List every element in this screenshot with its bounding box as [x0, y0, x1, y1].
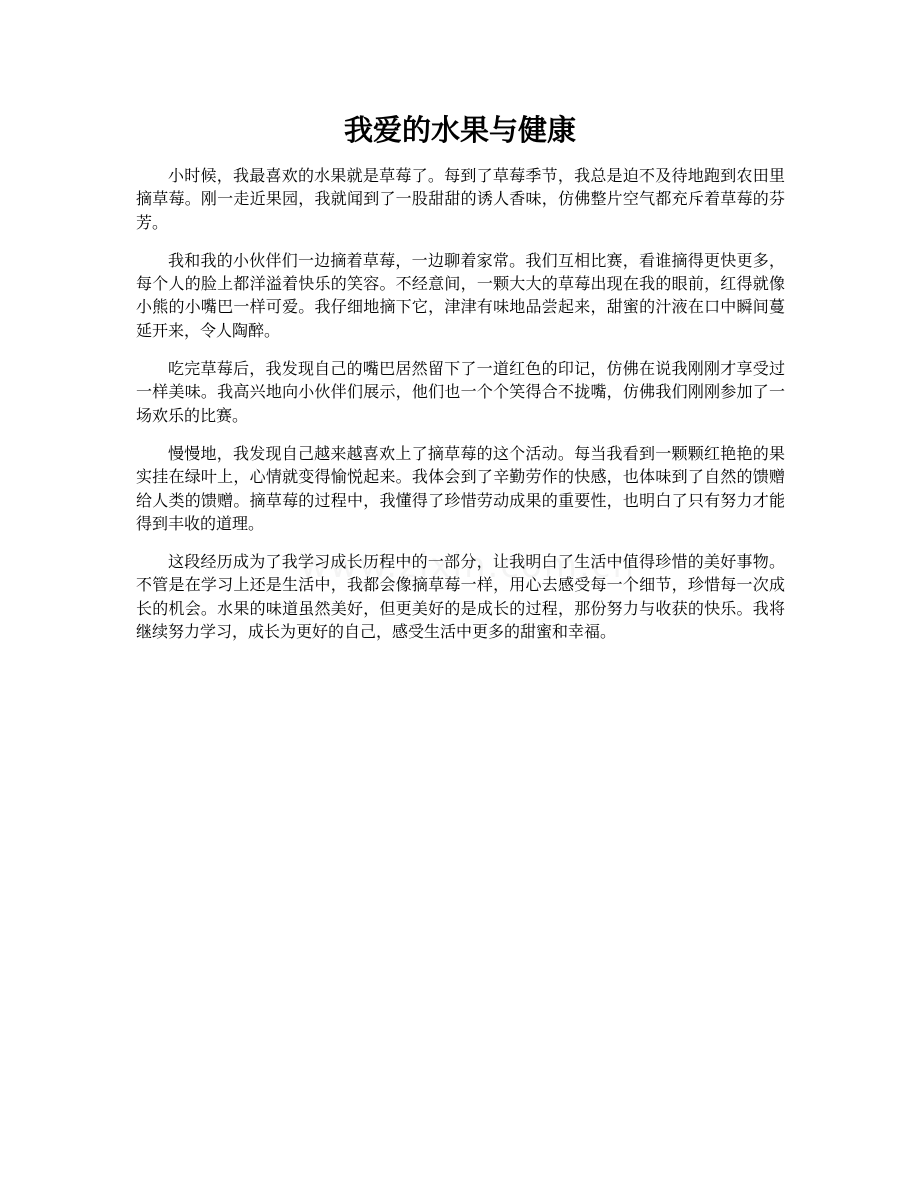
paragraph-5: 这段经历成为了我学习成长历程中的一部分，让我明白了生活中值得珍惜的美好事物。不管是在学习上还是生活中，我都会像摘草莓一样，用心去感受每一个细节，珍惜每一次成长的机会。水果的味道虽然美好，但更美好的是成长的过程，那份努力与收获的快乐。我将继续努力学习，成长为更好的自己，感受生活中更多的甜蜜和幸福。 [136, 552, 785, 642]
document-title: 我爱的水果与健康 [343, 113, 576, 147]
paragraph-1: 小时候，我最喜欢的水果就是草莓了。每到了草莓季节，我总是迫不及待地跑到农田里摘草莓。刚一走近果园，我就闻到了一股甜甜的诱人香味，仿佛整片空气都充斥着草莓的芬芳。 [136, 166, 785, 232]
paragraph-3: 吃完草莓后，我发现自己的嘴巴居然留下了一道红色的印记，仿佛在说我刚刚才享受过一样美味。我高兴地向小伙伴们展示，他们也一个个笑得合不拢嘴，仿佛我们刚刚参加了一场欢乐的比赛。 [136, 359, 785, 425]
paragraph-2: 我和我的小伙伴们一边摘着草莓，一边聊着家常。我们互相比赛，看谁摘得更快更多，每个人的脸上都洋溢着快乐的笑容。不经意间，一颗大大的草莓出现在我的眼前，红得就像小熊的小嘴巴一样可爱。我仔细地摘下它，津津有味地品尝起来，甜蜜的汁液在口中瞬间蔓延开来，令人陶醉。 [136, 250, 785, 340]
document-body [136, 164, 785, 658]
paragraph-4: 慢慢地，我发现自己越来越喜欢上了摘草莓的这个活动。每当我看到一颗颗红艳艳的果实挂在绿叶上，心情就变得愉悦起来。我体会到了辛勤劳作的快感，也体味到了自然的馈赠给人类的馈赠。摘草莓的过程中，我懂得了珍惜劳动成果的重要性，也明白了只有努力才能得到丰收的道理。 [136, 443, 785, 533]
